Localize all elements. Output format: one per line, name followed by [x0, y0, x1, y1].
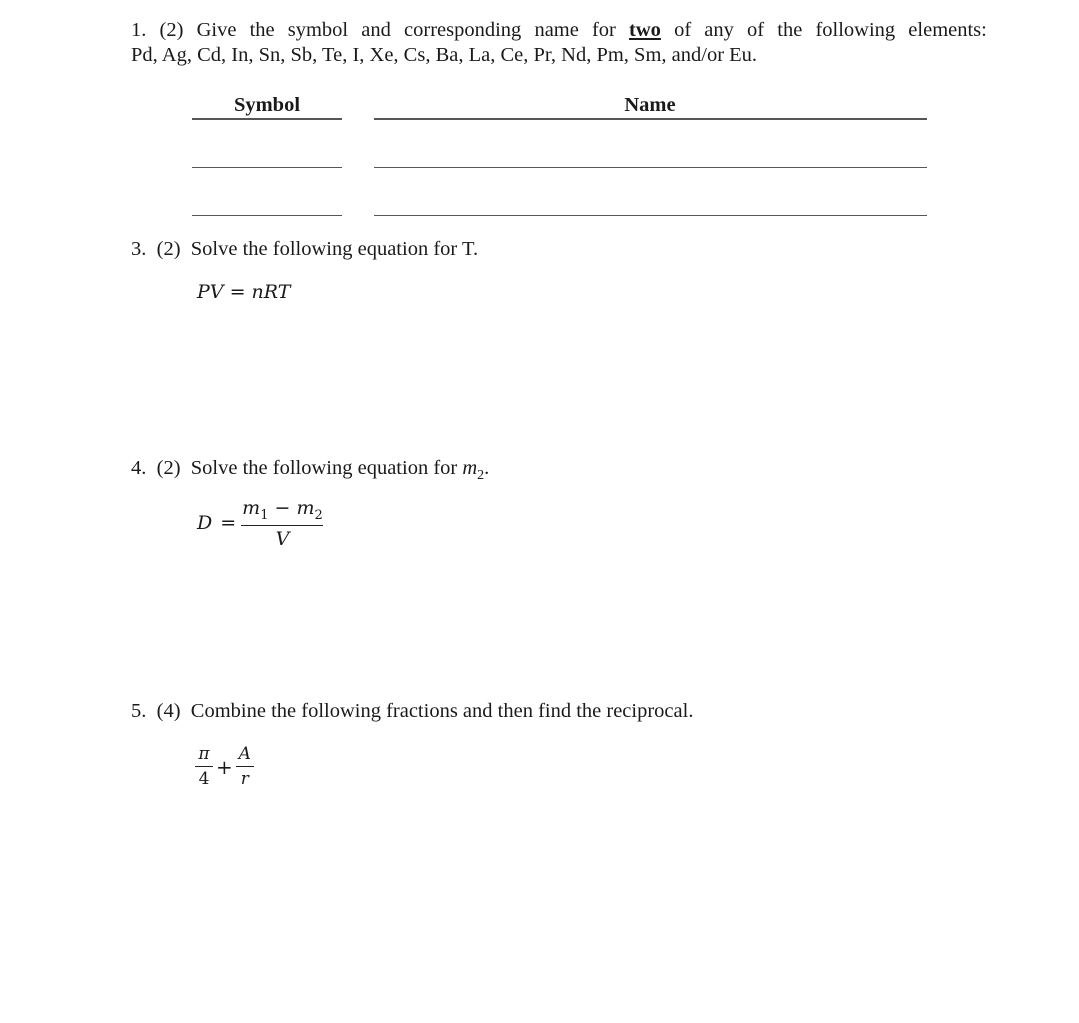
word: the: [249, 19, 275, 41]
fraction-sum-expression: [195, 744, 254, 789]
plus-sign: +: [216, 754, 233, 779]
word: corresponding: [404, 19, 522, 41]
prompt-text: 4. (2) Solve the following equation for: [131, 457, 463, 479]
word: elements:: [908, 19, 987, 41]
word: Give: [196, 19, 237, 41]
fraction: [240, 497, 325, 550]
equation-ideal-gas: [197, 281, 290, 303]
equals-sign: =: [220, 512, 237, 535]
name-answer-line-2[interactable]: [374, 215, 927, 216]
question-3-prompt: 3. (2) Solve the following equation for T.: [131, 238, 479, 260]
word: the: [777, 19, 803, 41]
emphasis-word: two: [629, 19, 661, 41]
word: of: [747, 19, 765, 41]
equals-sign: =: [229, 281, 246, 303]
symbol-header-underline: [192, 118, 342, 120]
word: symbol: [287, 19, 349, 41]
symbol-header: Symbol: [233, 94, 301, 116]
question-4-prompt: [131, 456, 489, 488]
prompt-variable: m: [462, 457, 478, 479]
numerator: π: [198, 744, 210, 764]
numerator: $m_1 - m_2$: [242, 497, 323, 523]
denominator: V: [241, 525, 323, 550]
numerator: A: [238, 744, 251, 764]
word: for: [591, 19, 616, 41]
word: any: [704, 19, 734, 41]
symbol-answer-line-1[interactable]: [192, 167, 342, 168]
question-5-prompt: 5. (4) Combine the following fractions and then find the reciprocal.: [131, 700, 694, 722]
question-number: 1.: [131, 19, 147, 41]
equation-density: [197, 497, 325, 550]
fraction-a-over-r: [236, 744, 254, 789]
word: and: [361, 19, 391, 41]
word: of: [674, 19, 692, 41]
equation-lhs: PV: [197, 281, 224, 303]
word: following: [815, 19, 896, 41]
name-answer-line-1[interactable]: [374, 167, 927, 168]
name-header: Name: [624, 94, 676, 116]
fraction-pi-over-4: [195, 744, 213, 789]
name-header-underline: [374, 118, 927, 120]
prompt-period: .: [484, 457, 490, 479]
question-points: (2): [159, 19, 184, 41]
elements-list: Pd, Ag, Cd, In, Sn, Sb, Te, I, Xe, Cs, Ba, La, Ce, Pr, Nd, Pm, Sm, and/or Eu.: [131, 44, 758, 66]
symbol-answer-line-2[interactable]: [192, 215, 342, 216]
denominator: 4: [195, 766, 213, 789]
equation-rhs: nRT: [251, 281, 291, 303]
prompt-subscript: 2: [477, 468, 485, 484]
equation-lhs: D: [197, 512, 213, 535]
question-1-line-1: [131, 18, 987, 43]
denominator: r: [236, 766, 254, 789]
word: name: [534, 19, 579, 41]
